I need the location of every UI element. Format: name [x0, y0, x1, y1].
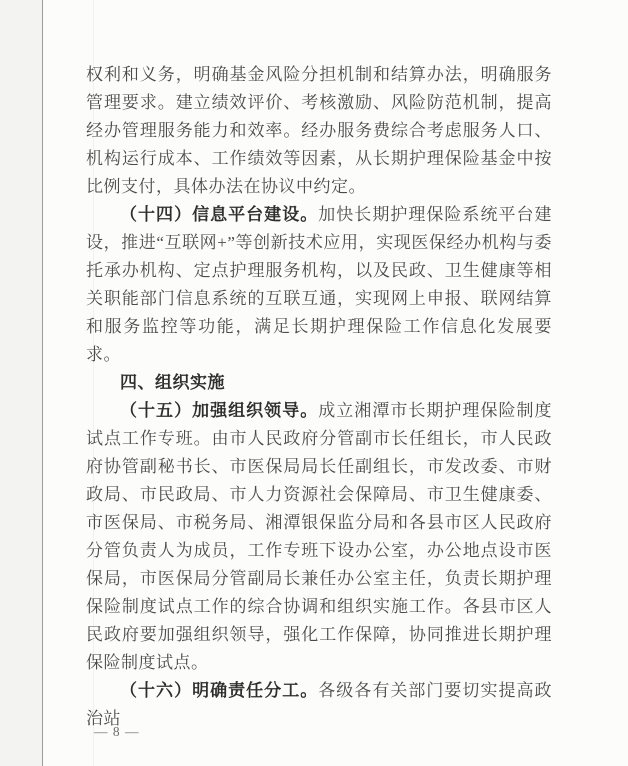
paragraph-lead: （十五）加强组织领导。 [120, 401, 319, 420]
document-body [86, 61, 552, 733]
paragraph-text: 各级各有关部门要切实提高政治站 [86, 681, 553, 728]
paragraph-lead: （十四）信息平台建设。 [120, 205, 319, 224]
paragraph [86, 61, 552, 201]
paragraph-text: 权利和义务，明确基金风险分担机制和结算办法，明确服务管理要求。建立绩效评价、考核激励、风险防范机制，提高经办管理服务能力和效率。经办服务费综合考虑服务人口、机构运行成本、工作绩效等因素，从长期护理保险基金中按比例支付，具体办法在协议中约定。 [86, 65, 552, 196]
section-heading: 四、组织实施 [120, 373, 225, 392]
paragraph-lead: （十六）明确责任分工。 [120, 681, 319, 700]
page-number: — 8 — [94, 724, 140, 739]
paragraph [86, 397, 552, 677]
paragraph [86, 677, 552, 733]
paragraph [86, 201, 552, 369]
paragraph-text: 加快长期护理保险系统平台建设，推进“互联网+”等创新技术应用，实现医保经办机构与委托承办机构、定点护理服务机构，以及民政、卫生健康等相关职能部门信息系统的互联互通，实现网上申报、联网结算和服务监控等功能，满足长期护理保险工作信息化发展要求。 [86, 205, 553, 364]
scan-left-margin [0, 0, 43, 766]
paragraph-text: 成立湘潭市长期护理保险制度试点工作专班。由市人民政府分管副市长任组长，市人民政府协管副秘书长、市医保局局长任副组长，市发改委、市财政局、市民政局、市人力资源社会保障局、市卫生健康委、市医保局、市税务局、湘潭银保监分局和各县市区人民政府分管负责人为成员，工作专班下设办公室，办公地点设市医保局，市医保局分管副局长兼任办公室主任，负责长期护理保险制度试点工作的综合协调和组织实施工作。各县市区人民政府要加强组织领导，强化工作保障，协同推进长期护理保险制度试点。 [86, 401, 553, 672]
